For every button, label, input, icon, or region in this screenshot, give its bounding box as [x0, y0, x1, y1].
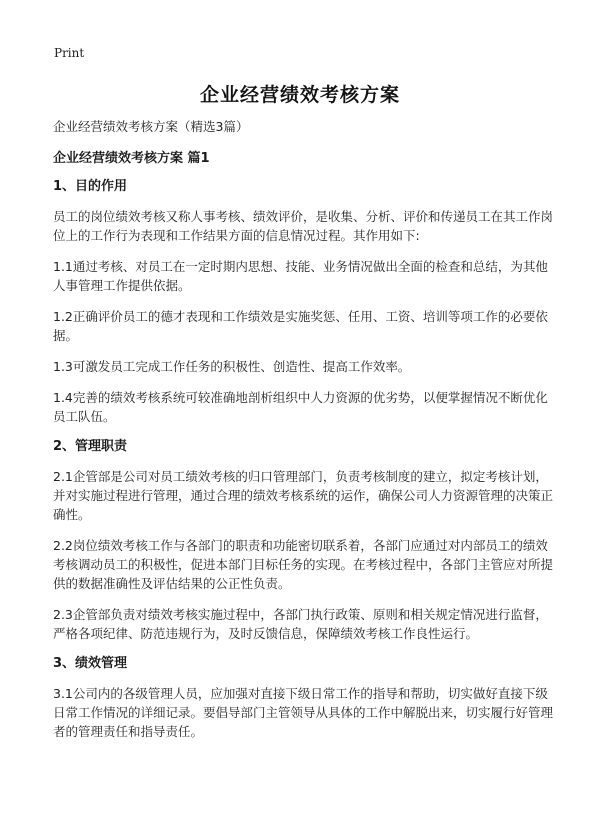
paragraph: 2.1企管部是公司对员工绩效考核的归口管理部门，负责考核制度的建立，拟定考核计划，并对实施过程进行管理，通过合理的绩效考核系统的运作，确保公司人力资源管理的决策正确性。: [53, 469, 554, 522]
paragraph: 3.1公司内的各级管理人员，应加强对直接下级日常工作的指导和帮助，切实做好直接下级日常工作情况的详细记录。要倡导部门主管领导从具体的工作中解脱出来，切实履行好管理者的管理责任和指导责任。: [53, 686, 554, 739]
section-responsibilities: [53, 438, 553, 643]
paragraph: 1.2正确评价员工的德才表现和工作绩效是实施奖惩、任用、工资、培训等项工作的必要依据。: [53, 309, 548, 343]
paragraph: 1.4完善的绩效考核系统可较准确地剖析组织中人力资源的优劣势，以便掌握情况不断优化员工队伍。: [53, 390, 548, 424]
print-label: Print: [54, 46, 85, 60]
section-heading: 1、目的作用: [53, 179, 128, 194]
paragraph: 员工的岗位绩效考核又称人事考核、绩效评价，是收集、分析、评价和传递员工在其工作岗位上的工作行为表现和工作结果方面的信息情况过程。其作用如下:: [53, 209, 554, 243]
part-heading: 企业经营绩效考核方案 篇1: [53, 151, 210, 166]
document-body: [53, 118, 553, 753]
paragraph: 1.3可激发员工完成工作任务的积极性、创造性、提高工作效率。: [53, 359, 411, 374]
section-heading: 3、绩效管理: [53, 656, 128, 671]
paragraph: 2.3企管部负责对绩效考核实施过程中，各部门执行政策、原则和相关规定情况进行监督，严格各项纪律、防范违规行为，及时反馈信息，保障绩效考核工作良性运行。: [53, 607, 548, 641]
section-purpose: [53, 178, 553, 426]
section-performance-management: [53, 655, 553, 741]
section-heading: 2、管理职责: [53, 439, 128, 454]
paragraph: 2.2岗位绩效考核工作与各部门的职责和功能密切联系着，各部门应通过对内部员工的绩效考核调动员工的积极性，促进本部门目标任务的实现。在考核过程中，各部门主管应对所提供的数据准确性及评估结果的公正性负责。: [53, 538, 554, 591]
page-title: 企业经营绩效考核方案: [199, 84, 400, 106]
document-subtitle: 企业经营绩效考核方案（精选3篇）: [53, 119, 249, 134]
paragraph: 1.1通过考核、对员工在一定时期内思想、技能、业务情况做出全面的检查和总结，为其他人事管理工作提供依据。: [53, 259, 548, 293]
